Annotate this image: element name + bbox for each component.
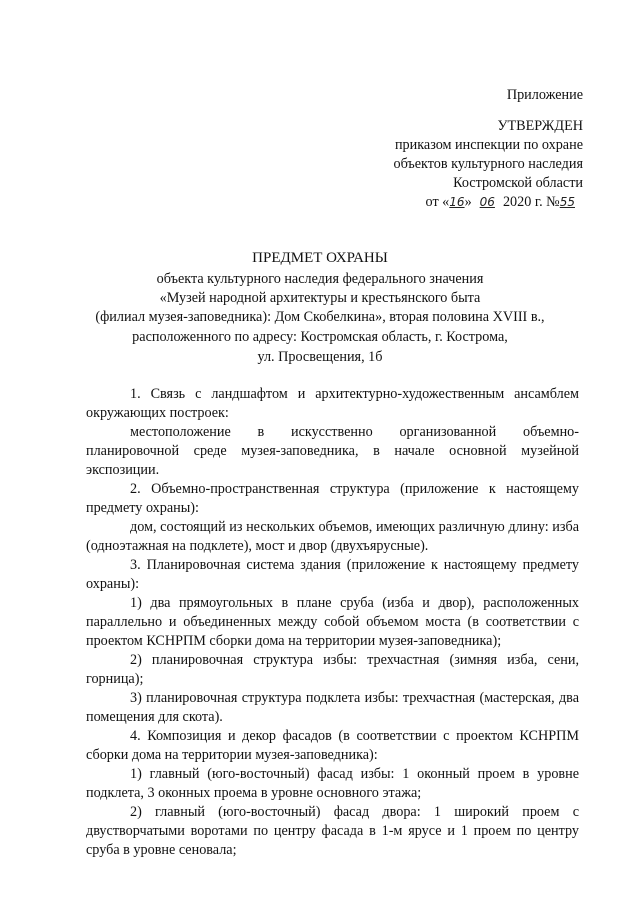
date-day: 16 — [449, 195, 465, 209]
date-number: 55 — [559, 195, 575, 209]
paragraph: 2) главный (юго-восточный) фасад двора: 1 широкий проем с двустворчатыми воротами по центру фасада в 1-м ярусе и 1 проем по центру сруба в уровне сеновала; — [86, 804, 579, 858]
paragraph: 4. Композиция и декор фасадов (в соответствии с проектом КСНРПМ сборки дома на территории музея-заповедника): — [86, 728, 579, 763]
paragraph: 2. Объемно-пространственная структура (приложение к настоящему предмету охраны): — [86, 481, 579, 516]
title-line-5: ул. Просвещения, 1б — [257, 349, 383, 365]
date-mid: » — [464, 194, 472, 210]
document-title: ПРЕДМЕТ ОХРАНЫ — [252, 250, 388, 266]
order-line-2: объектов культурного наследия — [393, 156, 583, 172]
date-year: 2020 г. № — [502, 194, 560, 210]
document-body — [86, 385, 579, 860]
paragraph: 3) планировочная структура подклета избы: трехчастная (мастерская, два помещения для скота). — [86, 690, 579, 725]
order-line-1: приказом инспекции по охране — [394, 137, 583, 153]
paragraph: 1) главный (юго-восточный) фасад избы: 1 оконный проем в уровне подклета, 3 оконных проема в уровне основного этажа; — [86, 766, 579, 801]
order-date-line — [426, 193, 575, 212]
title-line-1: объекта культурного наследия федерального значения — [156, 271, 484, 287]
paragraph: 3. Планировочная система здания (приложение к настоящему предмету охраны): — [86, 557, 579, 592]
paragraph: местоположение в искусственно организованной объемно-планировочной среде музея-заповедника, в начале основной музейной экспозиции. — [86, 424, 579, 478]
date-prefix: от « — [425, 194, 450, 210]
paragraph: 2) планировочная структура избы: трехчастная (зимняя изба, сени, горница); — [86, 652, 579, 687]
paragraph: 1. Связь с ландшафтом и архитектурно-художественным ансамблем окружающих построек: — [86, 386, 579, 421]
title-line-3: (филиал музея-заповедника): Дом Скобелкина», вторая половина XVIII в., — [95, 309, 545, 325]
title-line-4: расположенного по адресу: Костромская область, г. Кострома, — [132, 329, 508, 345]
title-line-2: «Музей народной архитектуры и крестьянского быта — [159, 290, 481, 306]
appendix-label: Приложение — [506, 87, 583, 103]
approved-label: УТВЕРЖДЕН — [497, 118, 583, 134]
paragraph: дом, состоящий из нескольких объемов, имеющих различную длину: изба (одноэтажная на подклете), мост и двор (двухъярусные). — [86, 519, 579, 554]
paragraph: 1) два прямоугольных в плане сруба (изба и двор), расположенных параллельно и объединенных между собой объемом моста (в соответствии с проектом КСНРПМ сборки дома на территории музея-заповедника); — [86, 595, 579, 649]
date-month: 06 — [479, 195, 495, 209]
order-line-3: Костромской области — [453, 175, 583, 191]
